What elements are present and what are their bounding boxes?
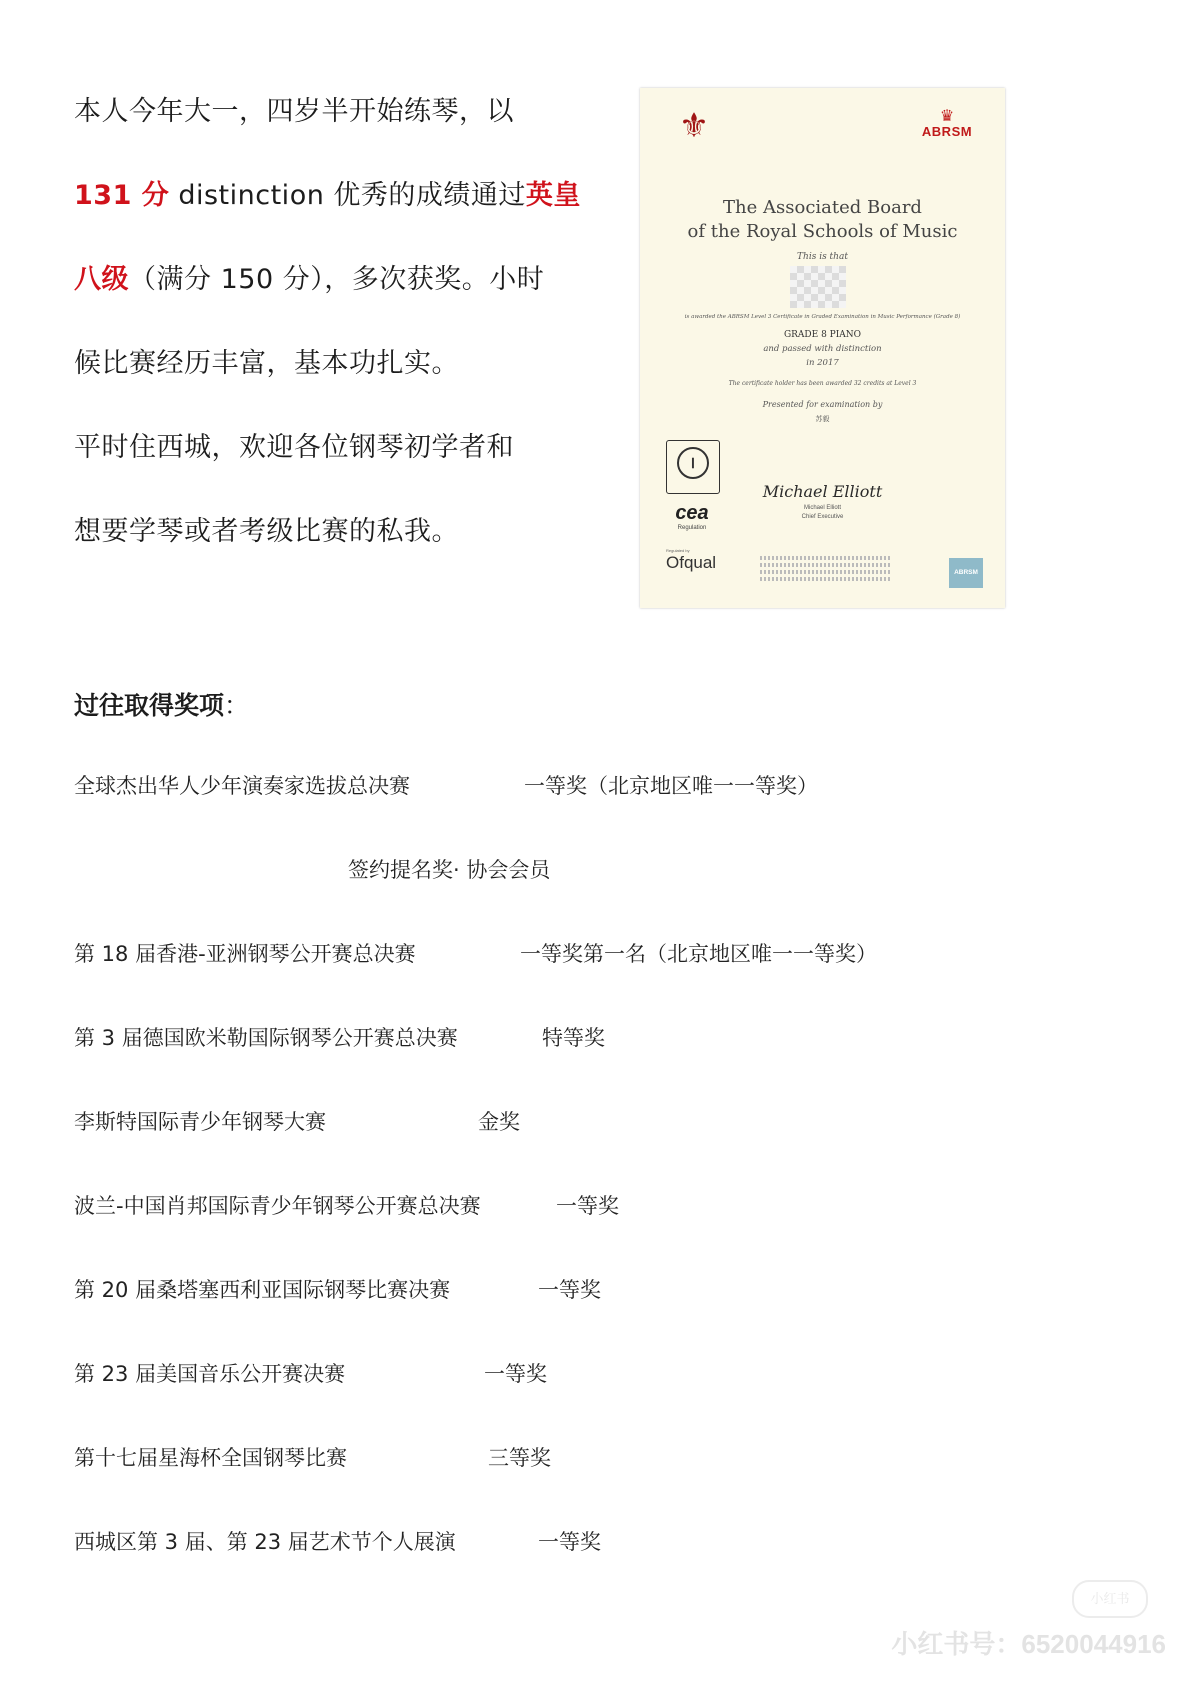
award-result: 一等奖 [484, 1362, 547, 1386]
award-name: 第 20 届桑塔塞西利亚国际钢琴比赛决赛 [74, 1278, 451, 1302]
award-name: 第 3 届德国欧米勒国际钢琴公开赛总决赛 [74, 1026, 458, 1050]
intro-line-2-mid: distinction 优秀的成绩通过 [169, 180, 526, 211]
award-result: 一等奖（北京地区唯一一等奖） [524, 774, 818, 798]
award-name: 第十七届星海杯全国钢琴比赛 [74, 1446, 347, 1470]
award-row [74, 1188, 974, 1224]
certificate-fine-print [760, 553, 890, 584]
award-result: 签约提名奖· 协会会员 [348, 858, 551, 882]
abrsm-logo-text: ABRSM [921, 124, 973, 139]
score-highlight: 131 分 [74, 180, 170, 211]
intro-line-5: 平时住西城，欢迎各位钢琴初学者和 [74, 432, 514, 463]
awards-heading-text: 过往取得奖项 [74, 691, 225, 720]
certificate-passed: and passed with distinction [763, 344, 882, 354]
crown-icon: ♛ [939, 106, 955, 125]
intro-text [74, 84, 634, 588]
award-name: 波兰-中国肖邦国际青少年钢琴公开赛总决赛 [74, 1194, 481, 1218]
certificate-grade: GRADE 8 PIANO [783, 330, 862, 340]
award-name: 李斯特国际青少年钢琴大赛 [74, 1110, 326, 1134]
awards-heading-colon: ： [224, 691, 250, 720]
intro-line-6: 想要学琴或者考级比赛的私我。 [74, 516, 459, 547]
award-name: 西城区第 3 届、第 23 届艺术节个人展演 [74, 1530, 456, 1554]
award-row [74, 1104, 974, 1140]
signer-name: Michael Elliott [803, 505, 841, 511]
signer-title: Chief Executive [801, 514, 844, 520]
signer [640, 504, 1005, 522]
abrsm-logo [907, 108, 987, 139]
award-result: 金奖 [478, 1110, 520, 1134]
certificate-presenter: 苏毅 [815, 415, 830, 423]
grade-highlight: 八级 [74, 264, 129, 295]
certificate-presented: Presented for examination by [762, 400, 883, 409]
intro-line-2 [74, 168, 634, 252]
award-row [74, 1272, 974, 1308]
award-row [74, 768, 974, 804]
award-result: 特等奖 [542, 1026, 605, 1050]
certificate-title [640, 196, 1005, 244]
ofqual-logo [666, 548, 736, 573]
intro-line-3-rest: （满分 150 分），多次获奖。小时 [129, 264, 545, 295]
certificate-title-line-1: The Associated Board [723, 197, 922, 218]
award-row [74, 1524, 974, 1560]
certificate-title-line-2: of the Royal Schools of Music [687, 221, 958, 242]
ofqual-text: Ofqual [666, 553, 717, 572]
cea-icon: cea [675, 502, 709, 524]
crest-icon: ⚜ [678, 106, 710, 146]
award-result: 一等奖 [538, 1278, 601, 1302]
certificate-credits: The certificate holder has been awarded 32 credits at Level 3 [728, 380, 917, 387]
award-row [74, 1440, 974, 1476]
award-name: 第 23 届美国音乐公开赛决赛 [74, 1362, 346, 1386]
award-row [74, 1020, 974, 1056]
xiaohongshu-watermark-logo: 小红书 [1072, 1580, 1148, 1618]
abrsm-badge: ABRSM [949, 558, 983, 588]
award-name: 第 18 届香港-亚洲钢琴公开赛总决赛 [74, 942, 416, 966]
blurred-name [790, 266, 846, 308]
award-result: 三等奖 [488, 1446, 551, 1470]
ofqual-prefix: Regulated by [666, 548, 690, 553]
royal-crest-logo [662, 106, 726, 146]
rqf-icon: Ⅰ [677, 447, 709, 479]
abrsm-highlight: 英皇 [525, 180, 581, 211]
intro-line-4: 候比赛经历丰富，基本功扎实。 [74, 348, 459, 379]
awards-heading [74, 686, 249, 722]
intro-line-1: 本人今年大一，四岁半开始练琴，以 [74, 96, 514, 127]
award-result: 一等奖 [556, 1194, 619, 1218]
certificate-year: in 2017 [806, 358, 839, 368]
award-result: 一等奖 [538, 1530, 601, 1554]
abrsm-certificate-image [640, 88, 1005, 608]
award-name: 全球杰出华人少年演奏家选拔总决赛 [74, 774, 410, 798]
cea-subtext: Regulation [677, 525, 707, 531]
certificate-this-is: This is that [797, 252, 848, 262]
intro-line-3 [74, 252, 634, 336]
certificate-awarded-text: is awarded the ABRSM Level 3 Certificate in Graded Examination in Music Performance (Grade 8) [684, 314, 961, 320]
award-row [74, 1356, 974, 1392]
award-row [74, 852, 974, 888]
signature: Michael Elliott [762, 482, 883, 501]
xiaohongshu-watermark-id: 小红书号：6520044916 [891, 1629, 1166, 1659]
award-row [74, 936, 974, 972]
award-result: 一等奖第一名（北京地区唯一一等奖） [520, 942, 877, 966]
